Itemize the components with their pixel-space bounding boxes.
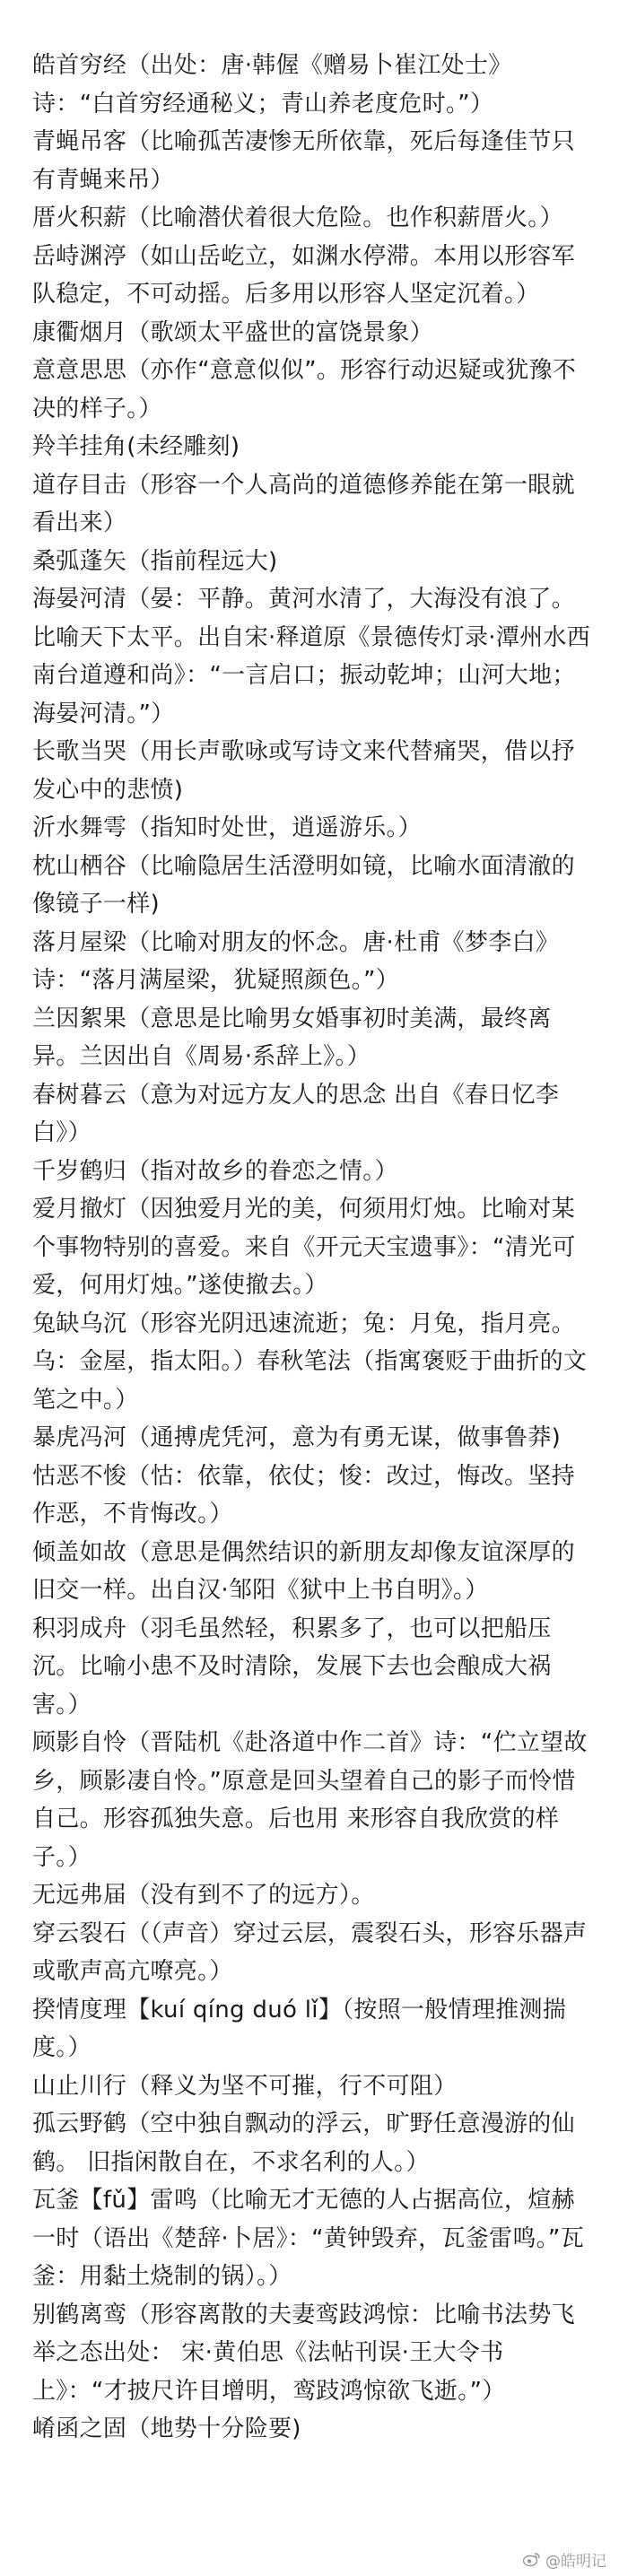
idiom-entry: 兰因絮果（意思是比喻男女婚事初时美满，最终离异。兰因出自《周易·系辞上》。） [32,1005,552,1070]
idiom-entry: 怙恶不悛（怙：依靠，依仗；悛：改过，悔改。坚持作恶，不肯悔改。） [32,1462,575,1527]
idiom-entry: 岳峙渊渟（如山岳屹立，如渊水停滞。本用以形容军队稳定，不可动摇。后多用以形容人坚定沉着。） [32,242,575,308]
idiom-entry: 顾影自怜（晋陆机《赴洛道中作二首》诗：“伫立望故乡，顾影凄自怜。”原意是回头望着自己的影子而怜惜自己。形容孤独失意。后也用 来形容自我欣赏的样子。） [32,1729,588,1871]
idiom-entry: 无远弗届（没有到不了的远方）。 [32,1882,375,1909]
idiom-entry: 落月屋梁（比喻对朋友的怀念。唐·杜甫《梦李白》诗：“落月满屋梁，犹疑照颜色。”） [32,928,560,994]
weibo-logo-icon [523,2552,541,2567]
idiom-entry: 爱月撤灯（因独爱月光的美，何须用灯烛。比喻对某个事物特别的喜爱。来自《开元天宝遗事》：“清光可爱，何用灯烛。”遂使撤去。） [32,1196,576,1299]
idiom-entry: 康衢烟月（歌颂太平盛世的富饶景象） [32,318,434,346]
idiom-entry: 揆情度理【kuí qíng duó lǐ】（按照一般情理推测揣度。） [32,1996,567,2061]
idiom-entry: 海晏河清（晏：平静。黄河水清了，大海没有浪了。比喻天下太平。出自宋·释道原《景德传灯录·潭州水西南台道遵和尚》：“一言启口；振动乾坤；山河大地；海晏河清。”） [32,586,591,727]
idiom-entry: 倾盖如故（意思是偶然结识的新朋友却像友谊深厚的旧交一样。出自汉·邹阳《狱中上书自明》。） [32,1538,575,1604]
idiom-entry: 别鹤离鸾（形容离散的夫妻鸾跂鸿惊：比喻书法势飞举之态出处： 宋·黄伯思《法帖刊误·王大令书上》：“才披尺许目增明，鸾跂鸿惊欲飞逝。”） [32,2301,575,2405]
idiom-entry: 崤函之固（地势十分险要) [32,2415,301,2442]
idiom-entry: 道存目击（形容一个人高尚的道德修养能在第一眼就看出来） [32,471,575,536]
idiom-entry: 春树暮云（意为对远方友人的思念 出自《春日忆李白》） [32,1081,560,1146]
idiom-entry: 瓦釜【fǔ】雷鸣（比喻无才无德的人占据高位，煊赫一时（语出《楚辞·卜居》：“黄钟毁弃，瓦釜雷鸣。”瓦釜：用黏土烧制的锅）。） [32,2187,585,2290]
idiom-entry: 羚羊挂角(未经雕刻) [32,433,240,460]
idiom-entry: 沂水舞雩（指知时处世，逍遥游乐。） [32,814,423,841]
idiom-entry: 长歌当哭（用长声歌咏或写诗文来代替痛哭，借以抒发心中的悲愤) [32,738,575,804]
watermark-text: @皓明记 [545,2553,606,2571]
weibo-watermark [523,2548,606,2571]
idiom-entry: 积羽成舟（羽毛虽然轻，积累多了，也可以把船压沉。比喻小患不及时清除，发展下去也会酿成大祸害。） [32,1614,552,1719]
idiom-entry: 枕山栖谷（比喻隐居生活澄明如镜，比喻水面清澈的像镜子一样) [32,852,575,918]
idiom-entry: 穿云裂石（（声音）穿过云层，震裂石头，形容乐器声或歌声高亢嘹亮。） [32,1919,588,1985]
idiom-entry: 山止川行（释义为坚不可摧，行不可阻） [32,2072,458,2100]
idiom-list [32,47,592,2449]
idiom-entry: 千岁鹤归（指对故乡的眷恋之情。） [32,1157,398,1185]
idiom-entry: 青蝇吊客（比喻孤苦凄惨无所依靠，死后每逢佳节只有青蝇来吊） [32,128,575,194]
idiom-entry: 意意思思（亦作“意意似似”。形容行动迟疑或犹豫不决的样子。） [32,357,577,422]
idiom-entry: 厝火积薪（比喻潜伏着很大危险。也作积薪厝火。） [32,205,563,231]
idiom-entry: 暴虎冯河（通搏虎凭河，意为有勇无谋，做事鲁莽) [32,1424,562,1451]
idiom-entry: 皓首穷经（出处：唐·韩偓《赠易卜崔江处士》诗：“白首穷经通秘义；青山养老度危时。”） [32,52,512,117]
idiom-entry: 兔缺乌沉（形容光阴迅速流逝；兔：月兔，指月亮。乌：金屋，指太阳。）春秋笔法（指寓褒贬于曲折的文笔之中。） [32,1310,588,1414]
idiom-entry: 孤云野鹤（空中独自飘动的浮云，旷野任意漫游的仙鹤。 旧指闲散自在，不求名利的人。） [32,2110,575,2176]
idiom-entry: 桑弧蓬矢（指前程远大) [32,547,278,575]
